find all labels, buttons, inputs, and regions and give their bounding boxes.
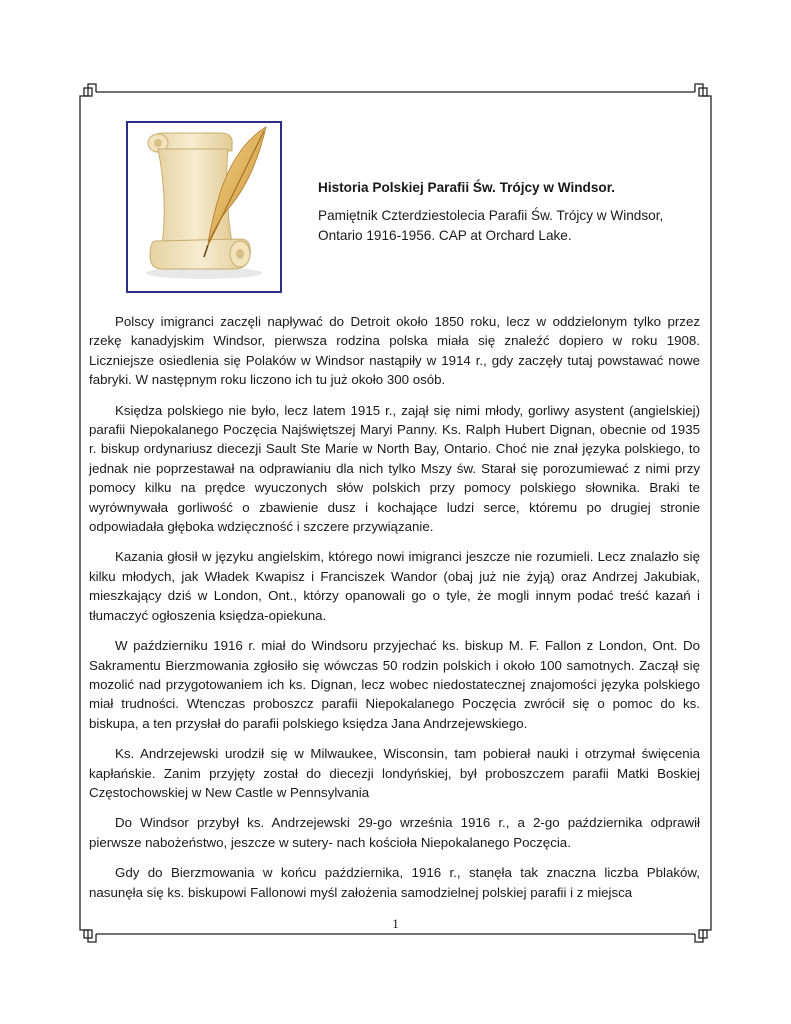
paragraph: Ks. Andrzejewski urodził się w Milwaukee, Wisconsin, tam pobierał nauki i otrzymał święcenia kapłańskie. Zanim przyjęty został do diecezji londyńskiej, był proboszczem parafii Matki Boskiej Częstochowskiej w New Castle w Pennsylvania: [89, 746, 700, 800]
paragraph: Do Windsor przybył ks. Andrzejewski 29-go września 1916 r., a 2-go października odprawił pierwsze nabożeństwo, jeszcze w sutery- nach kościoła Niepokalanego Poczęcia.: [89, 815, 700, 850]
paragraph: Księdza polskiego nie było, lecz latem 1915 r., zajął się nimi młody, gorliwy asystent (angielskiej) parafii Niepokalanego Poczęcia Najświętszej Maryi Panny. Ks. Ralph Hubert Dignan, obecnie od 1935 r. biskup ordynariusz diecezji Sault Ste Marie w North Bay, Ontario. Choć nie znał języka polskiego, to jednak nie poprzestawał na odprawianiu dla nich tylko Mszy św. Starał się porozumiewać z nimi przy pomocy kilku na prędce wyuczonych słów polskich przy pomocy polskiego słownika. Braki te wyrównywała gorliwość o zbawienie dusz i kochające ludzi serce, któremu po drugiej stronie odpowiadała głęboka wdzięczność i szczere przywiązanie.: [89, 402, 700, 535]
body-text: [89, 312, 700, 913]
scroll-and-quill-icon: [128, 123, 280, 291]
paragraph: Polscy imigranci zaczęli napływać do Detroit około 1850 roku, lecz w oddzielonym tylko przez rzekę kanadyjskim Windsor, pierwsza rodzina polska miała się znaleźć dopiero w roku 1908. Liczniejsze osiedlenia się Polaków w Windsor nastąpiły w 1914 r., gdy zaczęły tutaj powstawać nowe fabryki. W następnym roku liczono ich tu już około 300 osób.: [89, 314, 700, 388]
document-title: Historia Polskiej Parafii Św. Trójcy w Windsor.: [318, 180, 616, 195]
paragraph: Kazania głosił w języku angielskim, którego nowi imigranci jeszcze nie rozumieli. Lecz znalazło się kilku młodych, jak Władek Kwapisz i Franciszek Wandor (obaj już nie żyją) oraz Andrzej Jakubiak, mieszkający dziś w London, Ont., którzy opanowali go o tyle, że mogli innym podać treść kazań i tłumaczyć ogłoszenia księdza-opiekuna.: [89, 549, 700, 623]
subtitle-line-2: Ontario 1916-1956. CAP at Orchard Lake.: [318, 228, 572, 243]
header-block: [318, 178, 738, 246]
illustration-box: [126, 121, 282, 293]
paragraph: Gdy do Bierzmowania w końcu października, 1916 r., stanęła tak znaczna liczba Pblaków, nasunęła się ks. biskupowi Fallonowi myśl założenia samodzielnej polskiej parafii i z miejsca: [89, 865, 700, 900]
subtitle-line-1: Pamiętnik Czterdziestolecia Parafii Św. Trójcy w Windsor,: [318, 208, 664, 223]
paragraph: W październiku 1916 r. miał do Windsoru przyjechać ks. biskup M. F. Fallon z London, Ont. Do Sakramentu Bierzmowania zgłosiło się wówczas 50 rodzin polskich i około 100 samotnych. Zaczął się mozolić nad przygotowaniem ich ks. Dignan, lecz wobec niedostatecznej znajomości języka polskiego miał trudności. Wtenczas proboszcz parafii Niepokalanego Poczęcia zwrócił się o pomoc do ks. biskupa, a ten przysłał do parafii polskiego księdza Jana Andrzejewskiego.: [89, 638, 700, 731]
page-number: 1: [392, 916, 399, 931]
document-subtitle: [318, 206, 738, 246]
